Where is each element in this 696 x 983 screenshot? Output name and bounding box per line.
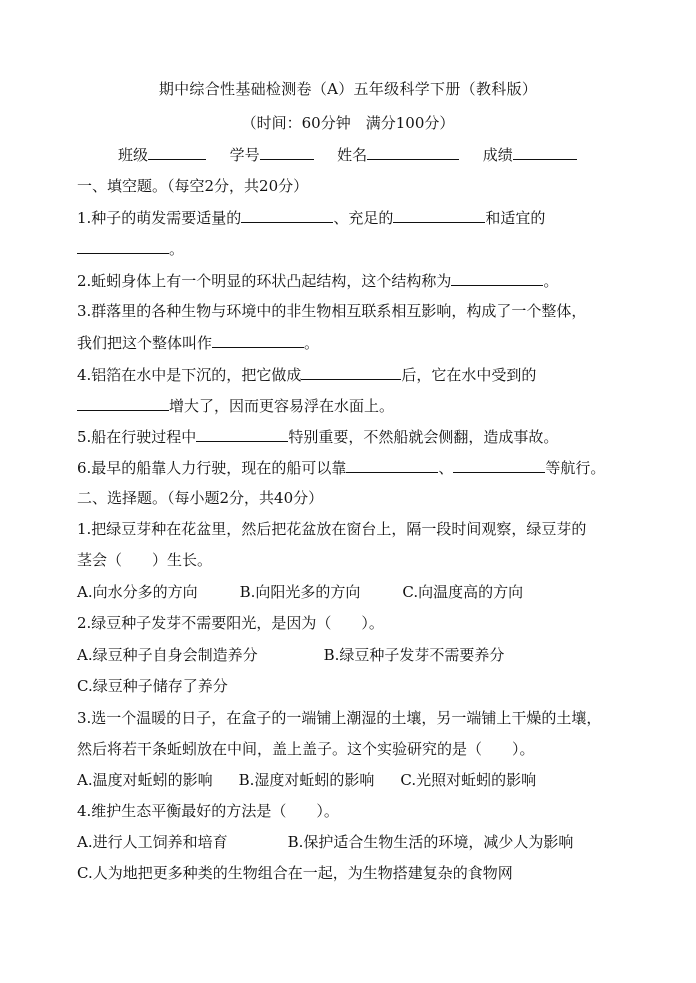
class-label: 班级 — [118, 146, 149, 164]
s2-q2-options-row1 — [77, 645, 504, 665]
s2-q3-option-b[interactable]: B.湿度对蚯蚓的影响 — [238, 771, 375, 789]
score-label: 成绩 — [482, 146, 513, 164]
s2-q2-option-b[interactable]: B.绿豆种子发芽不需要养分 — [323, 646, 505, 664]
s2-q2-option-c[interactable]: C.绿豆种子储存了养分 — [77, 677, 228, 695]
s2-q3-option-a[interactable]: A.温度对蚯蚓的影响 — [77, 771, 213, 789]
s1-q1-blank3[interactable] — [77, 238, 169, 254]
s2-q3-line1: 3.选一个温暖的日子，在盒子的一端铺上潮湿的土壤，另一端铺上干燥的土壤， — [77, 709, 602, 727]
student-info-row — [118, 144, 577, 165]
s1-q6-blank2[interactable] — [453, 457, 545, 473]
s2-q3-option-c[interactable]: C.光照对蚯蚓的影响 — [400, 771, 537, 789]
s2-q1-option-c[interactable]: C.向温度高的方向 — [402, 583, 524, 601]
score-blank[interactable] — [513, 144, 577, 160]
s2-q4-line1: 4.维护生态平衡最好的方法是（ ）。 — [77, 802, 339, 820]
s2-q2-option-a[interactable]: A.绿豆种子自身会制造养分 — [77, 646, 258, 664]
s2-q1-option-a[interactable]: A.向水分多的方向 — [77, 583, 198, 601]
s1-q3-line1: 3.群落里的各种生物与环境中的非生物相互联系相互影响，构成了一个整体， — [77, 302, 587, 320]
s1-q2-blank1[interactable] — [451, 270, 543, 286]
s1-q2: 2.蚯蚓身体上有一个明显的环状凸起结构，这个结构称为 。 — [77, 272, 559, 290]
number-label: 学号 — [229, 146, 260, 164]
name-label: 姓名 — [337, 146, 368, 164]
name-blank[interactable] — [367, 144, 459, 160]
s1-q4-line2: 增大了，因而更容易浮在水面上。 — [77, 395, 394, 416]
s1-q5: 5.船在行驶过程中 特别重要，不然船就会侧翻，造成事故。 — [77, 428, 559, 446]
s2-q4-option-b[interactable]: B.保护适合生物生活的环境，减少人为影响 — [287, 833, 574, 851]
s1-q4-line1: 4.铝箔在水中是下沉的，把它做成 后，它在水中受到的 — [77, 366, 537, 384]
s1-q4-blank1[interactable] — [301, 364, 401, 380]
page-subtitle: （时间：60分钟 满分100分） — [241, 114, 455, 132]
class-blank[interactable] — [148, 144, 206, 160]
section1-heading: 一、填空题。（每空2分，共20分） — [77, 177, 309, 195]
s2-q1-line2: 茎会（ ）生长。 — [77, 551, 213, 569]
s2-q2-line1: 2.绿豆种子发芽不需要阳光，是因为（ ）。 — [77, 614, 384, 632]
s1-q5-blank1[interactable] — [196, 426, 288, 442]
s1-q6: 6.最早的船靠人力行驶，现在的船可以靠 、 等航行。 — [77, 459, 606, 477]
section2-heading: 二、选择题。（每小题2分，共40分） — [77, 489, 324, 507]
number-blank[interactable] — [260, 144, 314, 160]
s2-q3-options — [77, 770, 536, 790]
s2-q4-option-c[interactable]: C.人为地把更多种类的生物组合在一起，为生物搭建复杂的食物网 — [77, 864, 513, 882]
s1-q1-line2: 。 — [77, 238, 184, 259]
s2-q1-option-b[interactable]: B.向阳光多的方向 — [239, 583, 361, 601]
s2-q4-option-a[interactable]: A.进行人工饲养和培育 — [77, 833, 228, 851]
s1-q1-blank1[interactable] — [241, 207, 333, 223]
s1-q4-blank2[interactable] — [77, 395, 169, 411]
s2-q4-options-row1 — [77, 832, 573, 852]
s1-q3-blank1[interactable] — [212, 332, 304, 348]
s2-q1-line1: 1.把绿豆芽种在花盆里，然后把花盆放在窗台上，隔一段时间观察，绿豆芽的 — [77, 520, 587, 538]
s1-q1-blank2[interactable] — [393, 207, 485, 223]
s2-q1-options — [77, 582, 523, 602]
s2-q3-line2: 然后将若干条蚯蚓放在中间，盖上盖子。这个实验研究的是（ ）。 — [77, 740, 535, 758]
page-title: 期中综合性基础检测卷（A）五年级科学下册（教科版） — [158, 80, 538, 98]
s1-q3-line2: 我们把这个整体叫作 。 — [77, 334, 320, 352]
s1-q6-blank1[interactable] — [346, 457, 438, 473]
s1-q1-line1: 1.种子的萌发需要适量的 、充足的 和适宜的 — [77, 209, 546, 227]
